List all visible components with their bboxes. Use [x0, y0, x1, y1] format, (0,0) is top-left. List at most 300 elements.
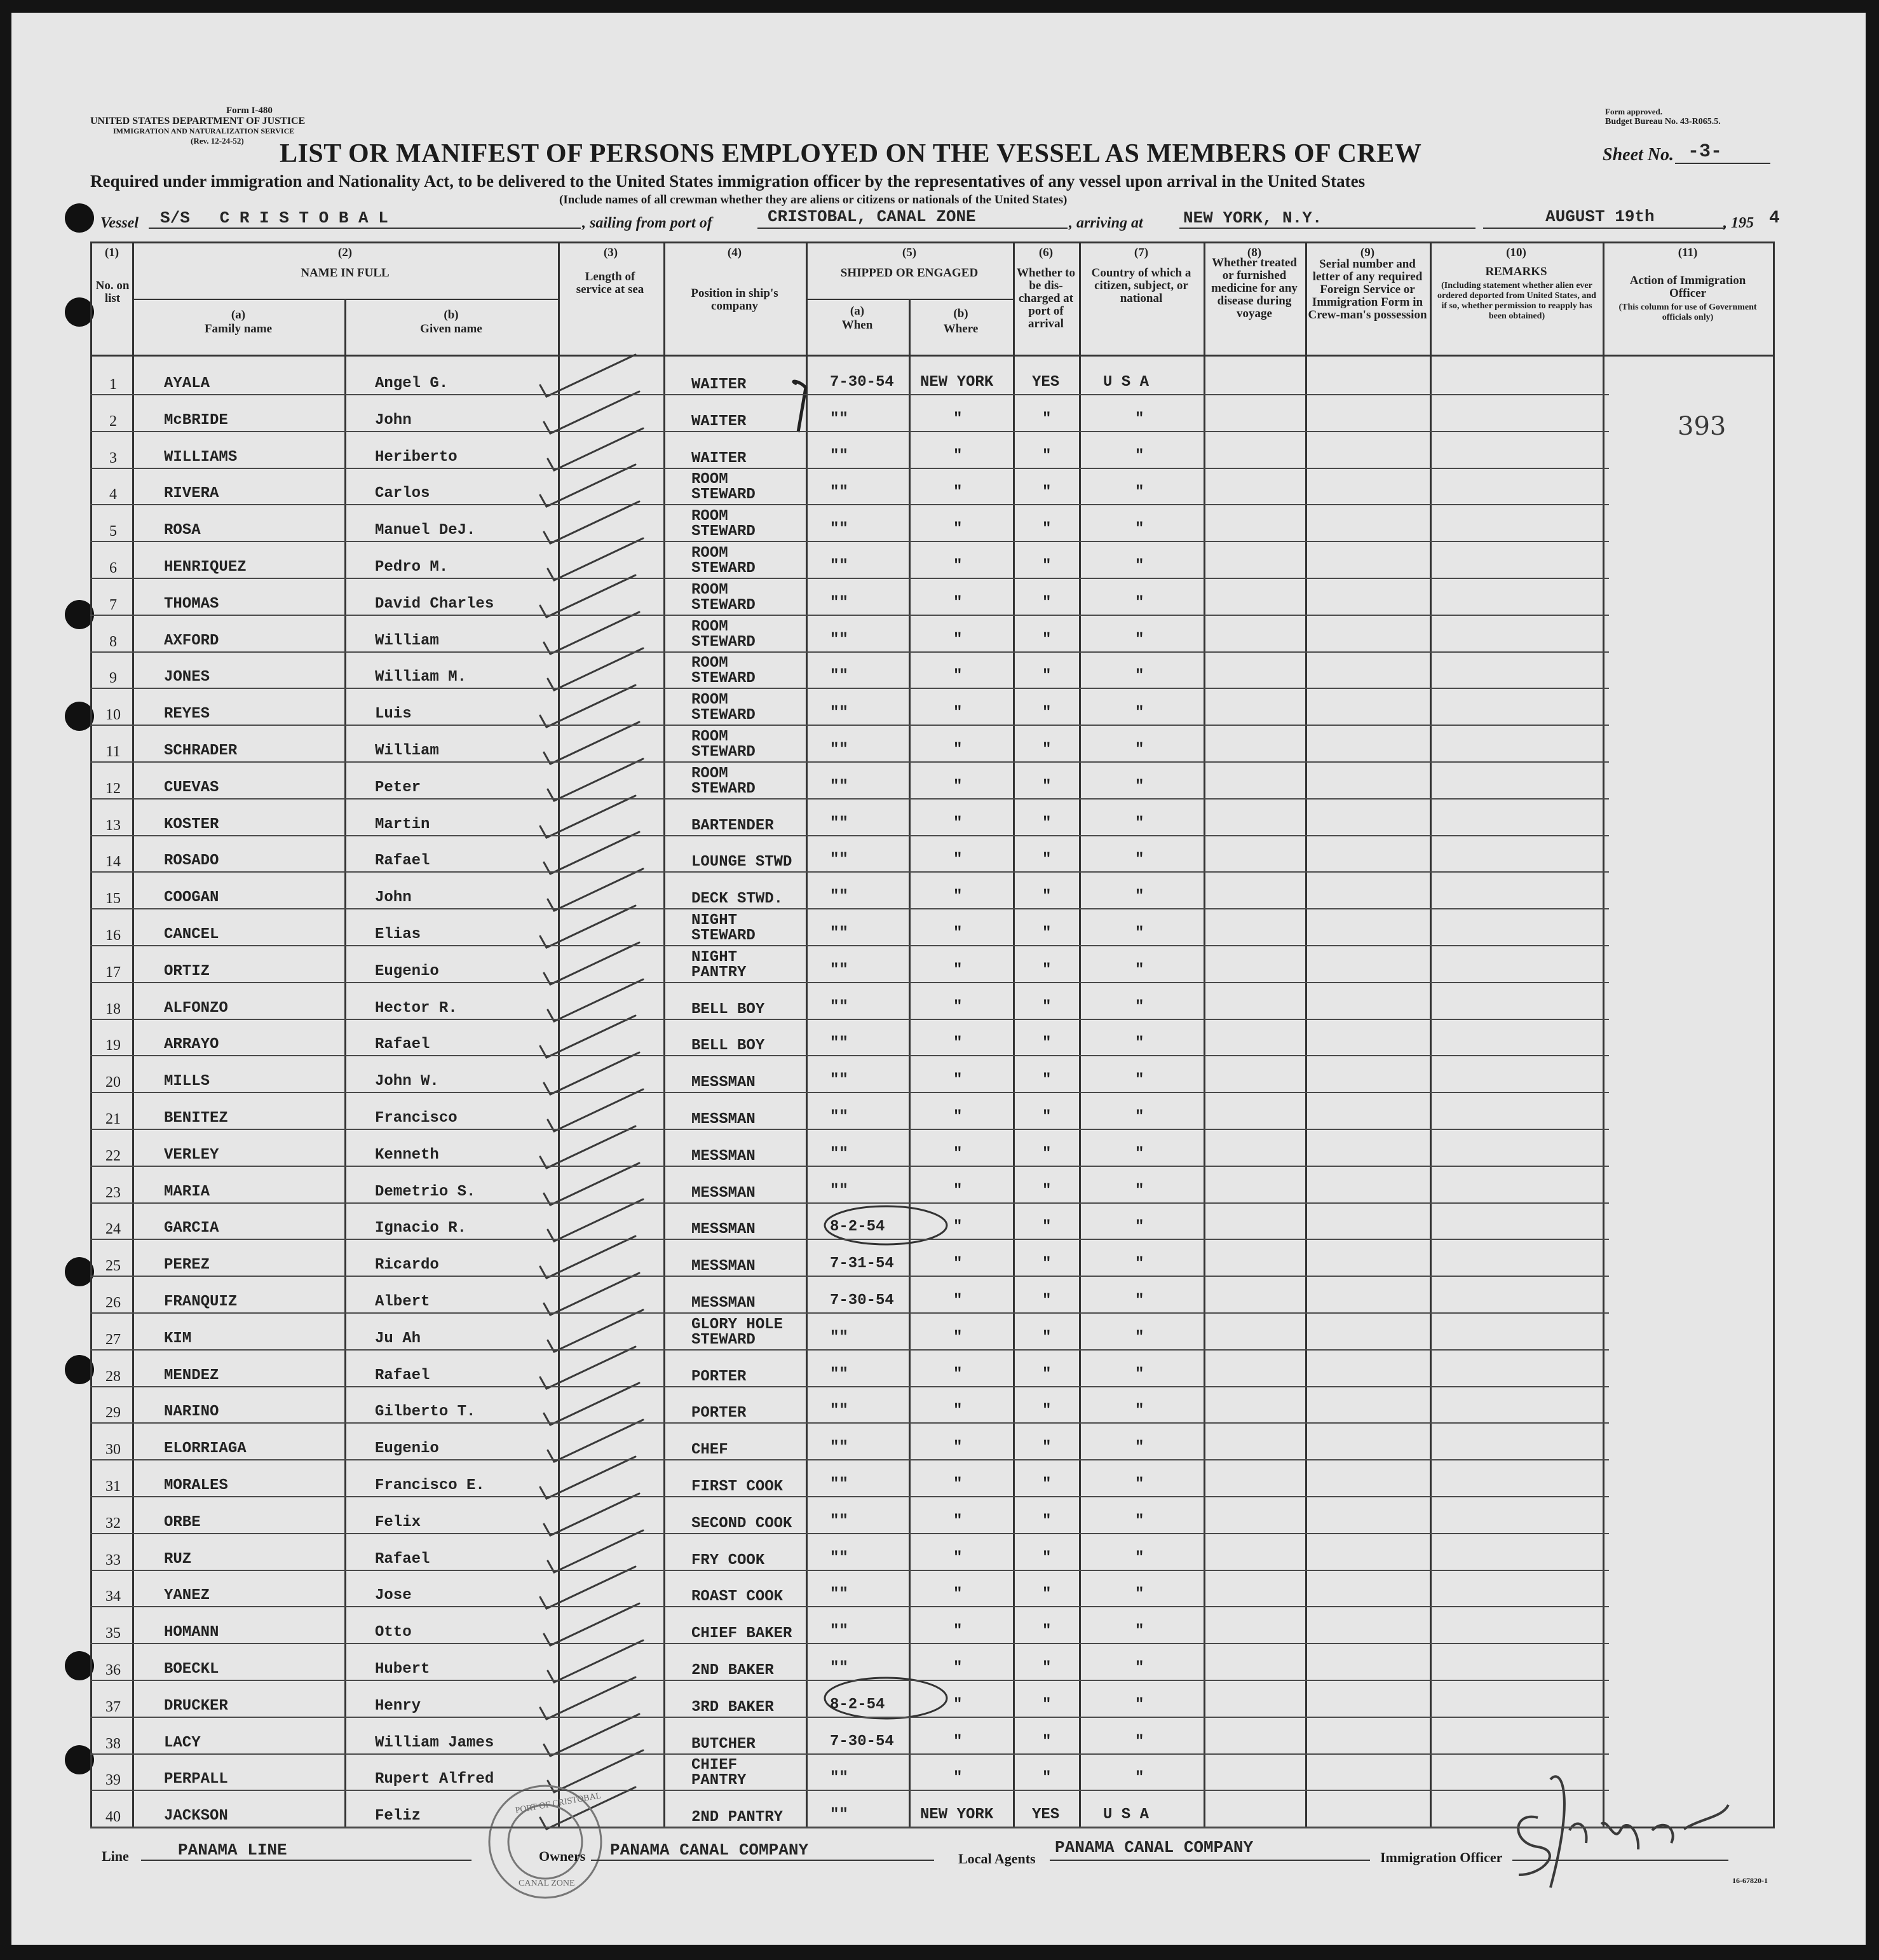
position: STEWARD	[691, 927, 756, 944]
shipped-when: 7-30-54	[830, 1292, 894, 1309]
family-name: BENITEZ	[164, 1110, 228, 1127]
shipped-where: "	[953, 594, 963, 611]
shipped-where: "	[953, 1218, 963, 1235]
country: "	[1135, 1366, 1144, 1383]
given-name: Rafael	[375, 1551, 430, 1568]
col10-header: REMARKS	[1485, 265, 1547, 278]
country: "	[1135, 557, 1144, 575]
row-number: 31	[105, 1478, 121, 1495]
family-name: JONES	[164, 669, 210, 686]
position: STEWARD	[691, 560, 756, 577]
row-number: 22	[105, 1148, 121, 1164]
shipped-when: ""	[830, 557, 848, 575]
shipped-where: "	[953, 1696, 963, 1713]
country: "	[1135, 1072, 1144, 1089]
position-line1: ROOM	[691, 471, 728, 488]
family-name: MILLS	[164, 1073, 210, 1090]
country: "	[1135, 1476, 1144, 1493]
family-name: RIVERA	[164, 485, 219, 502]
shipped-where: "	[953, 962, 963, 979]
country: "	[1135, 1733, 1144, 1750]
given-name: Heriberto	[375, 449, 458, 466]
row-number: 11	[105, 744, 121, 760]
row-rule	[90, 798, 1609, 800]
shipped-when: ""	[830, 998, 848, 1016]
discharge-flag: "	[1042, 1439, 1052, 1456]
shipped-where: "	[953, 1439, 963, 1456]
position-line1: CHIEF	[691, 1757, 738, 1774]
position: FRY COOK	[691, 1552, 765, 1569]
checkmark-icon	[544, 1714, 639, 1756]
position: MESSMAN	[691, 1148, 756, 1165]
country: "	[1135, 778, 1144, 795]
country: "	[1135, 484, 1144, 501]
row-number: 35	[105, 1625, 121, 1642]
revision-date: (Rev. 12-24-52)	[191, 136, 244, 146]
discharge-flag: "	[1042, 447, 1052, 465]
family-name: ROSA	[164, 522, 201, 539]
position: BUTCHER	[691, 1736, 756, 1753]
family-name: RUZ	[164, 1551, 192, 1568]
country: "	[1135, 1623, 1144, 1640]
col3-header: Length of service at sea	[576, 270, 644, 296]
row-rule	[90, 1422, 1609, 1424]
row-rule	[90, 1312, 1609, 1314]
position: STEWARD	[691, 634, 756, 651]
col5b-number: (b)	[953, 307, 968, 320]
checkmark-icon	[548, 1750, 643, 1792]
position: CHIEF BAKER	[691, 1625, 792, 1642]
family-name: HOMANN	[164, 1624, 219, 1641]
agents-underline	[1050, 1860, 1370, 1861]
row-number: 18	[105, 1001, 121, 1017]
row-rule	[90, 394, 1609, 395]
country: "	[1135, 962, 1144, 979]
discharge-flag: "	[1042, 1108, 1052, 1126]
discharge-flag: "	[1042, 557, 1052, 575]
form-code: 16-67820-1	[1732, 1876, 1768, 1885]
discharge-flag: "	[1042, 1769, 1052, 1786]
discharge-flag: "	[1042, 594, 1052, 611]
row-number: 25	[105, 1258, 121, 1274]
discharge-flag: YES	[1032, 374, 1060, 391]
row-rule	[90, 725, 1609, 726]
given-name: Elias	[375, 926, 421, 943]
position-line1: ROOM	[691, 545, 728, 562]
shipped-when: ""	[830, 851, 848, 868]
given-name: Henry	[375, 1698, 421, 1715]
checkmark-icon	[544, 722, 639, 764]
row-number: 12	[105, 780, 121, 797]
shipped-when: ""	[830, 1329, 848, 1346]
position: STEWARD	[691, 486, 756, 503]
shipped-when: ""	[830, 1476, 848, 1493]
given-name: William M.	[375, 669, 467, 686]
shipped-where: "	[953, 631, 963, 648]
sailing-port: CRISTOBAL, CANAL ZONE	[768, 207, 976, 226]
col5-header: SHIPPED OR ENGAGED	[840, 266, 979, 280]
position: FIRST COOK	[691, 1478, 783, 1495]
discharge-flag: "	[1042, 888, 1052, 905]
position-line1: ROOM	[691, 508, 728, 525]
row-rule	[90, 504, 1609, 505]
row-rule	[90, 431, 1609, 432]
form-approved: Form approved.	[1605, 107, 1663, 116]
shipped-when: 8-2-54	[830, 1218, 885, 1235]
given-name: Peter	[375, 779, 421, 796]
given-name: Felix	[375, 1514, 421, 1531]
position: LOUNGE STWD	[691, 854, 792, 871]
shipped-when: 8-2-54	[830, 1696, 885, 1713]
given-name: Demetrio S.	[375, 1183, 476, 1201]
row-rule	[90, 1606, 1609, 1607]
col7-header: Country of which a citizen, subject, or national	[1091, 266, 1191, 305]
col11-note: (This column for use of Government officials only)	[1618, 303, 1757, 322]
given-name: Rupert Alfred	[375, 1771, 494, 1788]
row-rule	[90, 1496, 1609, 1497]
country: "	[1135, 1108, 1144, 1126]
col6-header: Whether to be dis-charged at port of arrival	[1017, 266, 1075, 330]
discharge-flag: "	[1042, 815, 1052, 832]
shipped-when: ""	[830, 1182, 848, 1199]
country: "	[1135, 704, 1144, 721]
checkmark-icon	[540, 796, 635, 838]
country: "	[1135, 1402, 1144, 1419]
year-digit: 4	[1769, 208, 1780, 228]
country: "	[1135, 741, 1144, 758]
given-name: Angel G.	[375, 375, 449, 392]
arriving-label: , arriving at	[1069, 215, 1143, 231]
given-name: Manuel DeJ.	[375, 522, 476, 539]
row-number: 4	[109, 486, 117, 503]
row-number: 9	[109, 670, 117, 686]
discharge-flag: "	[1042, 1145, 1052, 1162]
row-number: 40	[105, 1809, 121, 1825]
discharge-flag: "	[1042, 1402, 1052, 1419]
checkmark-icon	[544, 1603, 639, 1645]
position: 3RD BAKER	[691, 1699, 774, 1716]
given-name: Hector R.	[375, 1000, 458, 1017]
given-name: Ignacio R.	[375, 1220, 467, 1237]
given-name: John W.	[375, 1073, 439, 1090]
row-number: 8	[109, 634, 117, 650]
col11-number: (11)	[1678, 246, 1698, 259]
given-name: Otto	[375, 1624, 412, 1641]
shipped-where: "	[953, 1035, 963, 1052]
shipped-where: "	[953, 1182, 963, 1199]
row-number: 17	[105, 964, 121, 981]
shipped-where: "	[953, 1255, 963, 1272]
family-name: HENRIQUEZ	[164, 559, 247, 576]
stamp-text: PORT OF CRISTOBAL	[514, 1791, 602, 1816]
arriving-port: NEW YORK, N.Y.	[1183, 208, 1322, 228]
country: U S A	[1103, 1806, 1150, 1823]
family-name: REYES	[164, 705, 210, 723]
sheet-number-label: Sheet No.	[1603, 145, 1674, 165]
officer-underline	[1512, 1860, 1728, 1861]
country: "	[1135, 447, 1144, 465]
owners-label: Owners	[539, 1848, 586, 1864]
position-line1: ROOM	[691, 618, 728, 636]
shipped-where: "	[953, 1402, 963, 1419]
col2a-number: (a)	[231, 308, 246, 322]
position-line1: ROOM	[691, 728, 728, 745]
position: PANTRY	[691, 964, 747, 981]
country: "	[1135, 1549, 1144, 1567]
row-rule	[90, 1459, 1609, 1460]
row-rule	[90, 1276, 1609, 1277]
discharge-flag: "	[1042, 1733, 1052, 1750]
shipped-when: ""	[830, 815, 848, 832]
family-name: ALFONZO	[164, 1000, 228, 1017]
row-number: 21	[105, 1111, 121, 1127]
discharge-flag: "	[1042, 521, 1052, 538]
family-name: ELORRIAGA	[164, 1440, 247, 1457]
shipped-when: ""	[830, 1108, 848, 1126]
discharge-flag: "	[1042, 741, 1052, 758]
shipped-where: "	[953, 447, 963, 465]
discharge-flag: "	[1042, 1255, 1052, 1272]
checkmark-icon	[548, 759, 643, 801]
family-name: GARCIA	[164, 1220, 219, 1237]
shipped-where: "	[953, 1366, 963, 1383]
family-name: CUEVAS	[164, 779, 219, 796]
margin-annotation: 393	[1678, 412, 1726, 441]
position: STEWARD	[691, 670, 756, 687]
family-name: NARINO	[164, 1403, 219, 1420]
shipped-where: "	[953, 1733, 963, 1750]
position: ROAST COOK	[691, 1588, 783, 1605]
col1-number: (1)	[104, 246, 119, 259]
line-underline	[141, 1860, 471, 1861]
col4-number: (4)	[727, 246, 742, 259]
discharge-flag: "	[1042, 1586, 1052, 1603]
shipped-when: ""	[830, 411, 848, 428]
row-rule	[90, 1570, 1609, 1571]
row-number: 24	[105, 1221, 121, 1237]
family-name: PEREZ	[164, 1256, 210, 1274]
row-rule	[90, 908, 1609, 909]
row-number: 6	[109, 560, 117, 576]
shipped-where: "	[953, 1476, 963, 1493]
shipped-when: ""	[830, 667, 848, 684]
shipped-where: "	[953, 521, 963, 538]
checkmark-icon	[548, 1640, 643, 1682]
discharge-flag: "	[1042, 1072, 1052, 1089]
shipped-where: "	[953, 925, 963, 942]
department-name: UNITED STATES DEPARTMENT OF JUSTICE	[90, 116, 306, 126]
family-name: THOMAS	[164, 595, 219, 613]
family-name: AXFORD	[164, 632, 219, 650]
shipped-when: ""	[830, 594, 848, 611]
shipped-when: ""	[830, 778, 848, 795]
row-number: 3	[109, 450, 117, 466]
shipped-where: "	[953, 888, 963, 905]
discharge-flag: "	[1042, 925, 1052, 942]
family-name: KOSTER	[164, 816, 219, 833]
position: SECOND COOK	[691, 1515, 792, 1532]
col7-number: (7)	[1134, 246, 1149, 259]
family-name: YANEZ	[164, 1587, 210, 1604]
row-number: 37	[105, 1699, 121, 1715]
country: "	[1135, 1586, 1144, 1603]
form-subtitle: Required under immigration and Nationality Act, to be delivered to the United States immigration officer by the representatives of any vessel upon arrival in the United States	[90, 172, 1366, 191]
family-name: FRANQUIZ	[164, 1293, 238, 1310]
officer-label: Immigration Officer	[1380, 1849, 1503, 1865]
row-number: 39	[105, 1772, 121, 1788]
shipped-when: ""	[830, 1549, 848, 1567]
discharge-flag: YES	[1032, 1806, 1060, 1823]
col5b-header: Where	[943, 322, 979, 336]
family-name: KIM	[164, 1330, 192, 1347]
position: MESSMAN	[691, 1111, 756, 1128]
sheet-number-value: -3-	[1688, 141, 1723, 163]
position-line1: ROOM	[691, 765, 728, 782]
arrival-date: AUGUST 19th	[1545, 207, 1655, 226]
row-rule	[90, 1680, 1609, 1681]
shipped-where: NEW YORK	[920, 1806, 994, 1823]
position: MESSMAN	[691, 1258, 756, 1275]
row-number: 13	[105, 817, 121, 834]
col10-number: (10)	[1506, 246, 1526, 259]
sailing-label: , sailing from port of	[582, 215, 712, 231]
shipped-where: "	[953, 1292, 963, 1309]
discharge-flag: "	[1042, 1513, 1052, 1530]
country: "	[1135, 1292, 1144, 1309]
country: "	[1135, 998, 1144, 1016]
discharge-flag: "	[1042, 704, 1052, 721]
row-rule	[90, 468, 1609, 469]
checkmark-icon	[544, 1383, 639, 1425]
checkmark-icon	[540, 1347, 635, 1389]
shipped-where: "	[953, 815, 963, 832]
line-label: Line	[102, 1848, 129, 1864]
row-rule	[90, 1129, 1609, 1130]
checkmark-icon	[548, 979, 643, 1021]
row-rule	[90, 688, 1609, 689]
discharge-flag: "	[1042, 1696, 1052, 1713]
col8-header: Whether treated or furnished medicine for any disease during voyage	[1211, 256, 1298, 320]
row-number: 33	[105, 1552, 121, 1569]
shipped-when: ""	[830, 521, 848, 538]
position: STEWARD	[691, 744, 756, 761]
shipped-when: 7-30-54	[830, 374, 894, 391]
shipped-when: ""	[830, 1145, 848, 1162]
agents-label: Local Agents	[958, 1851, 1036, 1867]
checkmark-icon	[548, 1089, 643, 1131]
row-number: 1	[109, 376, 117, 393]
given-name: Eugenio	[375, 1440, 439, 1457]
position: BELL BOY	[691, 1001, 765, 1018]
position: STEWARD	[691, 707, 756, 724]
shipped-where: "	[953, 1623, 963, 1640]
shipped-when: ""	[830, 925, 848, 942]
row-rule	[90, 1092, 1609, 1093]
family-name: MARIA	[164, 1183, 210, 1201]
officer-signature-icon	[1518, 1776, 1728, 1888]
family-name: ORTIZ	[164, 963, 210, 980]
discharge-flag: "	[1042, 1329, 1052, 1346]
shipped-where: "	[953, 1769, 963, 1786]
shipped-when: ""	[830, 1806, 848, 1823]
row-number: 14	[105, 854, 121, 870]
checkmark-icon	[544, 391, 639, 433]
checkmark-icon	[544, 943, 639, 984]
row-rule	[90, 1055, 1609, 1056]
row-rule	[90, 835, 1609, 836]
row-number: 36	[105, 1662, 121, 1678]
shipped-where: "	[953, 1549, 963, 1567]
discharge-flag: "	[1042, 998, 1052, 1016]
position: 2ND BAKER	[691, 1662, 774, 1679]
family-name: MENDEZ	[164, 1367, 219, 1384]
row-rule	[90, 1717, 1609, 1718]
given-name: Kenneth	[375, 1147, 439, 1164]
col1-header: No. on list	[95, 279, 130, 305]
col11-header: Action of Immigration Officer	[1629, 274, 1746, 300]
given-name: Rafael	[375, 1367, 430, 1384]
form-number: Form I-480	[226, 105, 273, 116]
country: "	[1135, 1255, 1144, 1272]
family-name: LACY	[164, 1734, 201, 1752]
shipped-where: "	[953, 998, 963, 1016]
checkmark-icon	[548, 869, 643, 911]
checkmark-icon	[548, 1199, 643, 1241]
country: "	[1135, 888, 1144, 905]
col3-number: (3)	[603, 246, 618, 259]
family-name: ORBE	[164, 1514, 201, 1531]
shipped-when: ""	[830, 1513, 848, 1530]
checkmark-icon	[540, 1236, 635, 1278]
country: "	[1135, 851, 1144, 868]
given-name: David Charles	[375, 595, 494, 613]
family-name: JACKSON	[164, 1807, 228, 1825]
vessel-name: S/S C R I S T O B A L	[160, 208, 388, 228]
position-line1: ROOM	[691, 655, 728, 672]
checkmark-icon	[548, 648, 643, 690]
col9-number: (9)	[1360, 246, 1375, 259]
given-name: Luis	[375, 705, 412, 723]
row-number: 30	[105, 1441, 121, 1458]
shipped-where: "	[953, 1586, 963, 1603]
shipped-where: "	[953, 704, 963, 721]
shipped-when: ""	[830, 1586, 848, 1603]
shipped-where: NEW YORK	[920, 374, 994, 391]
col2a-header: Family name	[204, 322, 273, 336]
shipped-where: "	[953, 851, 963, 868]
checkmark-icon	[544, 501, 639, 543]
family-name: BOECKL	[164, 1661, 219, 1678]
row-rule	[90, 1753, 1609, 1755]
checkmark-icon	[544, 1052, 639, 1094]
row-rule	[90, 1790, 1609, 1791]
year-prefix: , 195	[1723, 215, 1754, 231]
col2b-header: Given name	[420, 322, 482, 336]
agents-value: PANAMA CANAL COMPANY	[1055, 1838, 1254, 1857]
given-name: William	[375, 632, 439, 650]
row-number: 27	[105, 1331, 121, 1348]
row-number: 32	[105, 1515, 121, 1532]
row-number: 10	[105, 707, 121, 723]
given-name: Gilberto T.	[375, 1403, 476, 1420]
position: CHEF	[691, 1441, 728, 1459]
family-name: McBRIDE	[164, 412, 228, 429]
row-rule	[90, 1349, 1609, 1351]
col2b-number: (b)	[444, 308, 459, 322]
family-name: COOGAN	[164, 889, 219, 906]
shipped-when: ""	[830, 962, 848, 979]
shipped-when: 7-31-54	[830, 1255, 894, 1272]
